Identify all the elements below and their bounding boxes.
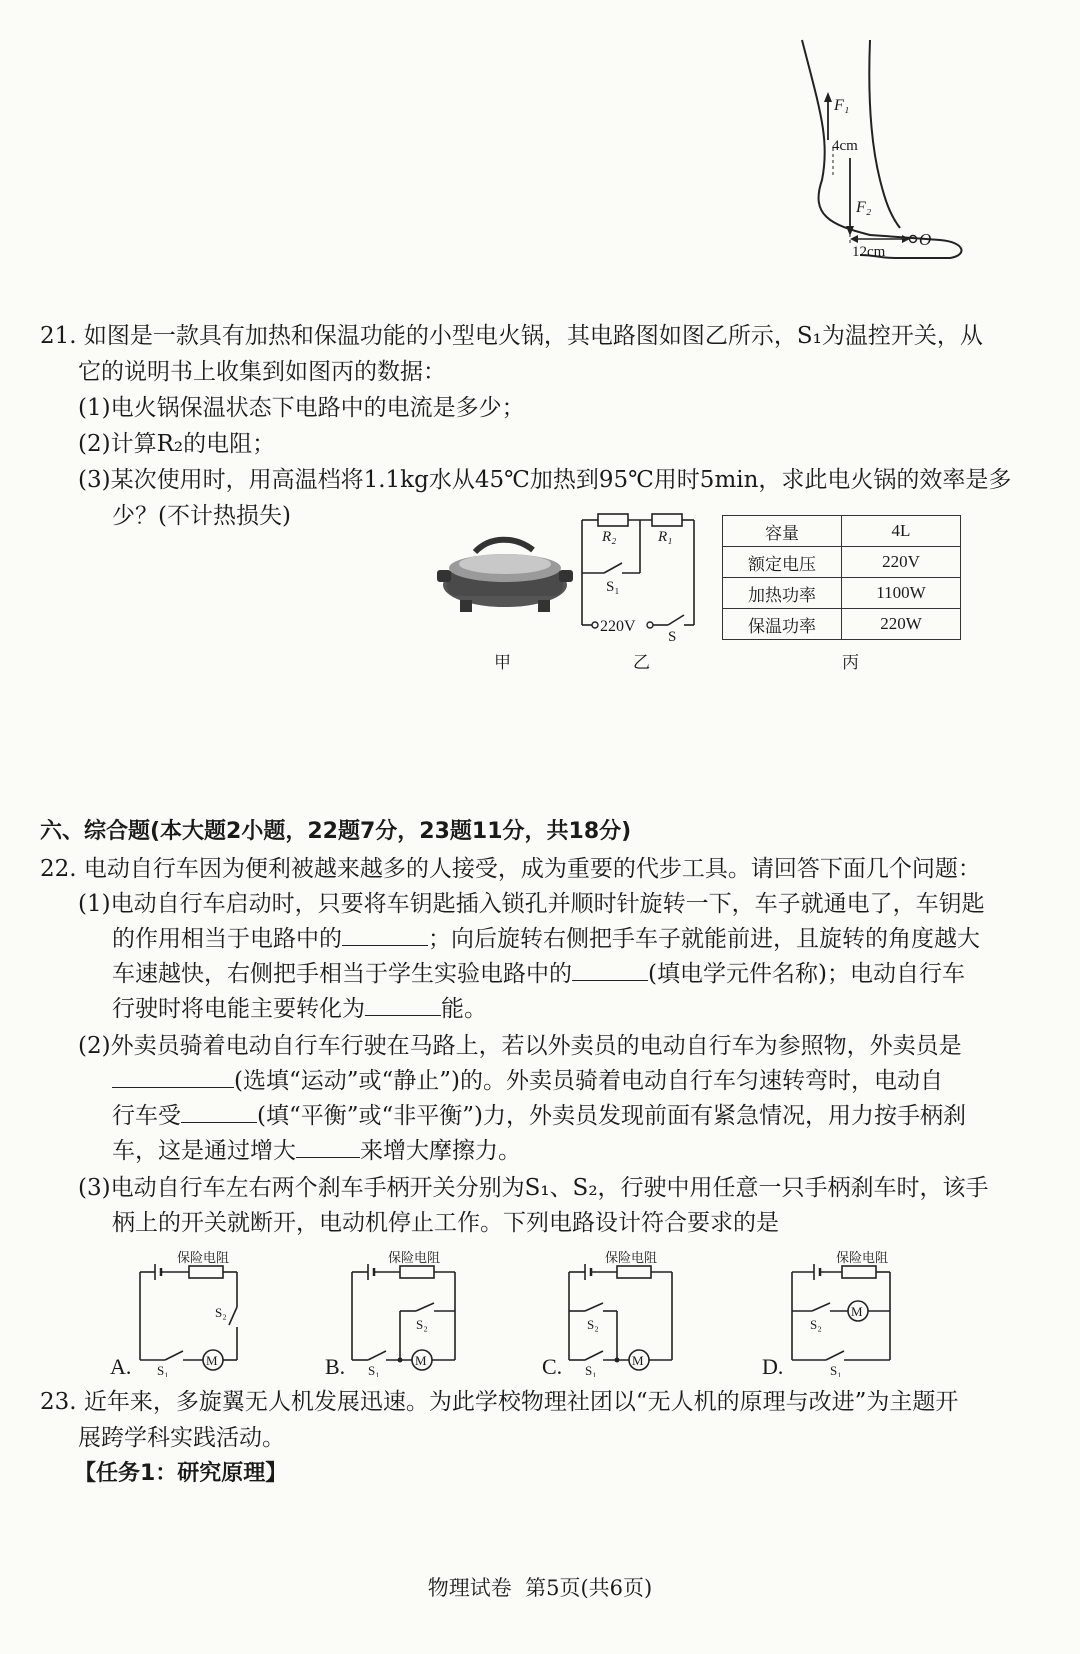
spec-key: 加热功率: [723, 578, 842, 609]
switch-s1-label: S₁: [157, 1363, 169, 1377]
q22-p1-line4-a: 行驶时将电能主要转化为: [112, 996, 365, 1022]
label-o: O: [919, 230, 932, 249]
spec-value: 220W: [842, 609, 961, 640]
q23-stem-line2: 展跨学科实践活动。: [78, 1425, 285, 1451]
resistor-label: 保险电阻: [605, 1250, 658, 1265]
q21-stem-line2: 它的说明书上收集到如图丙的数据：: [78, 359, 446, 385]
answer-blank[interactable]: [572, 958, 648, 981]
table-row: [723, 578, 961, 609]
answer-blank[interactable]: [342, 923, 428, 946]
page-footer: 物理试卷 第5页(共6页): [427, 1576, 653, 1600]
q22-p3-line1: (3)电动自行车左右两个刹车手柄开关分别为S₁、S₂，行驶中用任意一只手柄刹车时，该手: [78, 1175, 989, 1201]
q22-p2-line4-a: 车，这是通过增大: [112, 1138, 296, 1164]
q22-p3-line2: 柄上的开关就断开，电动机停止工作。下列电路设计符合要求的是: [112, 1210, 779, 1236]
q22-stem: 22. 电动自行车因为便利被越来越多的人接受，成为重要的代步工具。请回答下面几个问题：: [40, 856, 981, 882]
q22-p1-line2-a: 的作用相当于电路中的: [112, 926, 342, 952]
spec-value: 1100W: [842, 578, 961, 609]
motor-label: M: [415, 1353, 427, 1368]
q22-p2-line2: [112, 1063, 943, 1099]
q22-p2-line4: [112, 1133, 521, 1169]
label-s1: S₁: [606, 579, 620, 595]
switch-s2-label: S₂: [215, 1305, 227, 1320]
spec-key: 容量: [723, 516, 842, 547]
table-row: [723, 609, 961, 640]
answer-blank[interactable]: [365, 993, 441, 1016]
q21-part3-line1: (3)某次使用时，用高温档将1.1kg水从45℃加热到95℃用时5min，求此电火锅的效率是多: [78, 467, 1012, 493]
answer-blank[interactable]: [112, 1065, 234, 1088]
table-row: [723, 547, 961, 578]
circuit-diagram-yi: [570, 505, 705, 650]
switch-s2-label: S₂: [416, 1317, 428, 1332]
spec-value: 220V: [842, 547, 961, 578]
option-letter: B.: [325, 1354, 346, 1377]
q21-part3-line2: 少？(不计热损失): [112, 503, 291, 529]
caption-yi: 乙: [633, 653, 650, 673]
q22-p1-line4: [112, 991, 487, 1027]
caption-jia: 甲: [494, 653, 511, 673]
label-f2: F₂: [856, 199, 872, 216]
label-r1: R₁: [658, 529, 673, 545]
task1-heading: 【任务1：研究原理】: [74, 1461, 288, 1486]
label-s: S: [668, 629, 677, 645]
hot-pot-image: [435, 530, 575, 620]
spec-table: [722, 515, 961, 640]
q22-p1-line2-b: ；向后旋转右侧把手车子就能前进，且旋转的角度越大: [428, 926, 980, 952]
q22-p2-line3: [112, 1098, 966, 1134]
q21-part1: (1)电火锅保温状态下电路中的电流是多少；: [78, 395, 525, 421]
section-heading: 六、综合题(本大题2小题，22题7分，23题11分，共18分): [40, 819, 632, 844]
spec-key: 额定电压: [723, 547, 842, 578]
q22-p2-line3-b: (填“平衡”或“非平衡”)力，外卖员发现前面有紧急情况，用力按手柄刹: [257, 1103, 966, 1129]
q22-p1-line4-b: 能。: [441, 996, 487, 1022]
q22-p2-line2-b: (选填“运动”或“静止”)的。外卖员骑着电动自行车匀速转弯时，电动自: [234, 1068, 943, 1094]
option-d-circuit[interactable]: [760, 1247, 910, 1377]
q22-p1-line3-a: 车速越快，右侧把手相当于学生实验电路中的: [112, 961, 572, 987]
label-12cm: 12cm: [852, 244, 886, 260]
answer-blank[interactable]: [296, 1135, 360, 1158]
option-c-circuit[interactable]: [537, 1247, 687, 1377]
resistor-label: 保险电阻: [177, 1250, 230, 1265]
option-letter: D.: [762, 1354, 784, 1377]
foot-lever-figure: [790, 30, 990, 275]
motor-label: M: [851, 1304, 863, 1319]
q22-p1-line2: [112, 921, 980, 957]
resistor-label: 保险电阻: [388, 1250, 441, 1265]
switch-s2-label: S₂: [587, 1317, 599, 1332]
label-r2: R₂: [602, 529, 617, 545]
spec-value: 4L: [842, 516, 961, 547]
switch-s1-label: S₁: [585, 1363, 597, 1377]
q22-p1-line1: (1)电动自行车启动时，只要将车钥匙插入锁孔并顺时针旋转一下，车子就通电了，车钥匙: [78, 891, 985, 917]
q21-stem-line1: 21. 如图是一款具有加热和保温功能的小型电火锅，其电路图如图乙所示，S₁为温控开关，从: [40, 323, 983, 349]
q22-p1-line3-b: (填电学元件名称)；电动自行车: [648, 961, 965, 987]
option-letter: C.: [542, 1354, 563, 1377]
table-row: [723, 516, 961, 547]
q22-p2-line3-a: 行车受: [112, 1103, 181, 1129]
q22-p1-line3: [112, 956, 965, 992]
label-4cm: 4cm: [832, 138, 858, 154]
answer-blank[interactable]: [181, 1100, 257, 1123]
label-220v: 220V: [600, 618, 636, 635]
caption-bing: 丙: [842, 653, 859, 673]
resistor-label: 保险电阻: [836, 1250, 889, 1265]
motor-label: M: [206, 1353, 218, 1368]
switch-s1-label: S₁: [830, 1363, 842, 1377]
switch-s2-label: S₂: [810, 1317, 822, 1332]
option-b-circuit[interactable]: [320, 1247, 470, 1377]
option-a-circuit[interactable]: [105, 1247, 255, 1377]
q21-part2: (2)计算R₂的电阻；: [78, 431, 276, 457]
q22-p2-line4-b: 来增大摩擦力。: [360, 1138, 521, 1164]
switch-s1-label: S₁: [368, 1363, 380, 1377]
option-letter: A.: [110, 1354, 132, 1377]
motor-label: M: [632, 1353, 644, 1368]
label-f1: F₁: [834, 97, 850, 114]
q22-p2-line1: (2)外卖员骑着电动自行车行驶在马路上，若以外卖员的电动自行车为参照物，外卖员是: [78, 1033, 962, 1059]
q23-stem-line1: 23. 近年来，多旋翼无人机发展迅速。为此学校物理社团以“无人机的原理与改进”为主题开: [40, 1389, 959, 1415]
spec-key: 保温功率: [723, 609, 842, 640]
